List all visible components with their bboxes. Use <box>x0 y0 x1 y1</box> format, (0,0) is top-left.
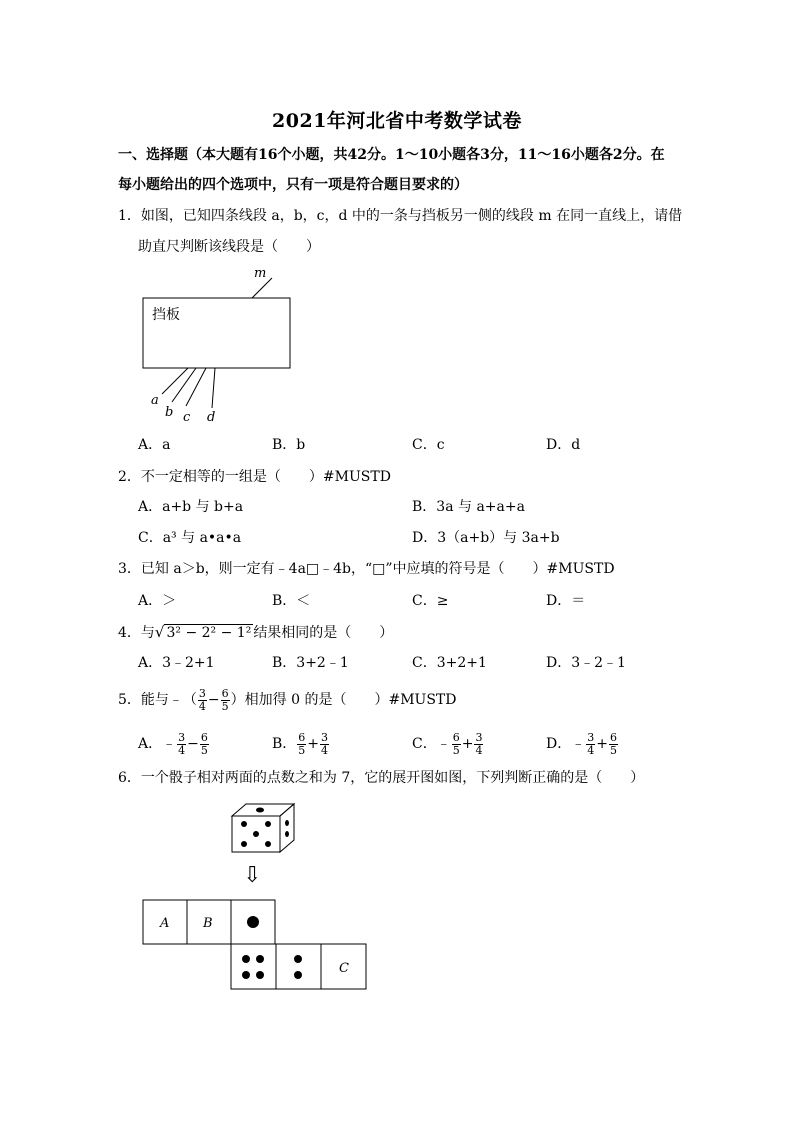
q4-option-c: C．3+2+1 <box>412 655 487 671</box>
segment-c <box>186 368 206 406</box>
q2-option-c: C．a³ 与 a•a•a <box>138 530 242 546</box>
q2-text: 2．不一定相等的一组是（ ）#MUSTD <box>118 469 391 485</box>
label-b: b <box>165 405 174 420</box>
q3-text: 3．已知 a＞b，则一定有﹣4a□﹣4b，“□”中应填的符号是（ ）#MUSTD <box>118 561 615 577</box>
segment-a <box>162 368 188 394</box>
q4-radicand: 3² − 2² − 1² <box>166 625 252 641</box>
q5-option-c: C．﹣ $\frac{6}{5}$ + $\frac{3}{4}$ <box>412 730 483 757</box>
q1-text-line1: 1．如图，已知四条线段 a，b，c，d 中的一条与挡板另一侧的线段 m 在同一直线上，请借 <box>118 208 683 224</box>
net-cell-c: C <box>339 961 349 976</box>
net-cell-a: A <box>160 916 170 931</box>
q4-prefix: 4．与 <box>118 625 155 641</box>
q1-option-d: D．d <box>546 437 581 453</box>
net-cell-b: B <box>203 916 213 931</box>
q5-option-d: D．﹣ $\frac{3}{4}$ + $\frac{6}{5}$ <box>546 730 617 757</box>
q5-option-a: A．﹣ $\frac{3}{4}$ − $\frac{6}{5}$ <box>138 730 208 757</box>
q5-prefix: 5．能与﹣（ <box>118 692 197 708</box>
q1-option-b: B．b <box>272 437 306 453</box>
q5-option-b: B． $\frac{6}{5}$ + $\frac{3}{4}$ <box>272 730 329 757</box>
label-m: m <box>254 266 267 281</box>
net-one-dot <box>247 916 259 928</box>
down-arrow-icon: ⇩ <box>243 863 262 888</box>
q1-option-a: A．a <box>138 437 171 453</box>
segment-d <box>212 368 215 408</box>
q3-option-d: D．＝ <box>546 593 586 609</box>
q4-option-a: A．3﹣2+1 <box>138 655 215 671</box>
q1-option-c: C．c <box>412 437 445 453</box>
label-a: a <box>151 393 159 408</box>
dice-cube <box>232 804 294 852</box>
q5-fraction-1: $\frac{3}{4}$ <box>198 686 206 713</box>
section-heading-line1: 一、选择题（本大题有16个小题，共42分。1～10小题各3分，11～16小题各2分。在 <box>118 147 665 163</box>
q2-option-d: D．3（a+b）与 3a+b <box>412 530 560 546</box>
board-label: 挡板 <box>152 307 180 323</box>
q3-option-b: B．＜ <box>272 593 311 609</box>
q4-option-b: B．3+2﹣1 <box>272 655 349 671</box>
q3-option-a: A．＞ <box>138 593 177 609</box>
page-title: 2021年河北省中考数学试卷 <box>272 110 522 132</box>
q6-dice-figure <box>140 800 380 1000</box>
q1-board-figure <box>130 262 320 427</box>
q5-suffix: ）相加得 0 的是（ ）#MUSTD <box>230 692 457 708</box>
q4-suffix: 结果相同的是（ ） <box>253 625 394 641</box>
q4-option-d: D．3﹣2﹣1 <box>546 655 626 671</box>
q5-text: 5．能与﹣（ $\frac{3}{4}$ − $\frac{6}{5}$ ）相加得 0 的是（ ）#MUSTD <box>118 686 457 713</box>
q6-text: 6．一个骰子相对两面的点数之和为 7，它的展开图如图，下列判断正确的是（ ） <box>118 770 645 786</box>
segment-m <box>252 278 272 298</box>
section-heading-line2: 每小题给出的四个选项中，只有一项是符合题目要求的） <box>118 177 468 193</box>
q5-fraction-2: $\frac{6}{5}$ <box>221 686 229 713</box>
q3-option-c: C．≥ <box>412 593 449 609</box>
label-c: c <box>183 410 191 425</box>
q1-text-line2: 助直尺判断该线段是（ ） <box>138 239 320 255</box>
segment-b <box>172 368 196 402</box>
q2-option-b: B．3a 与 a+a+a <box>412 499 525 515</box>
q4-text: 4．与√ 3² − 2² − 1² 结果相同的是（ ） <box>118 623 394 641</box>
q2-option-a: A．a+b 与 b+a <box>138 499 244 515</box>
label-d: d <box>207 410 216 425</box>
